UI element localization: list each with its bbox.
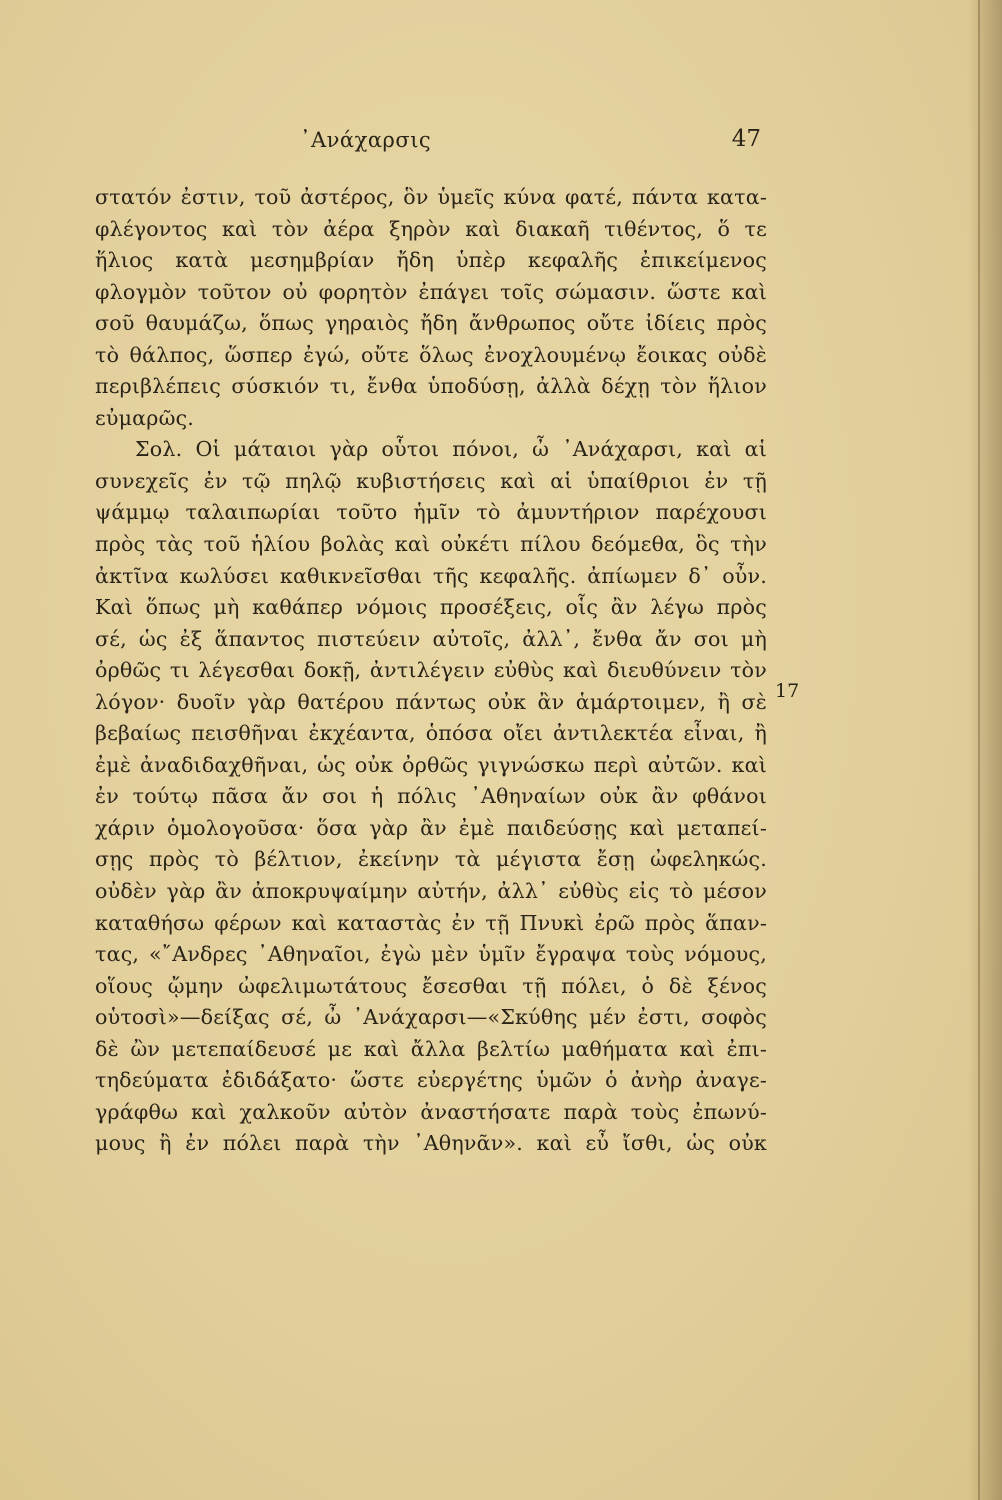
text-line: εὐμαρῶς. bbox=[95, 405, 195, 430]
text-line: σέ, ὡς ἐξ ἅπαντος πιστεύειν αὐτοῖς, ἀλλ᾿, ἔνθα ἄν σοι μὴ bbox=[95, 626, 767, 651]
text-line: τηδεύματα ἐδιδάξατο· ὥστε εὐεργέτης ὑμῶν ὁ ἀνὴρ ἀναγε- bbox=[95, 1068, 767, 1093]
page-header bbox=[95, 124, 765, 164]
margin-line-number: 17 bbox=[775, 680, 800, 702]
text-line: οὑτοσὶ»—δείξας σέ, ὦ ᾿Ανάχαρσι—«Σκύθης μέν ἐστι, σοφὸς bbox=[95, 1005, 767, 1030]
text-line: τὸ θάλπος, ὥσπερ ἐγώ, οὔτε ὅλως ἐνοχλουμένῳ ἔοικας οὐδὲ bbox=[95, 342, 767, 367]
text-line: ἀκτῖνα κωλύσει καθικνεῖσθαι τῆς κεφαλῆς. ἀπίωμεν δ᾿ οὖν. bbox=[95, 563, 767, 588]
text-line: καταθήσω φέρων καὶ καταστὰς ἐν τῇ Πνυκὶ ἐρῶ πρὸς ἅπαν- bbox=[95, 910, 767, 935]
text-line: δὲ ὢν μετεπαίδευσέ με καὶ ἄλλα βελτίω μαθήματα καὶ ἐπι- bbox=[95, 1036, 767, 1061]
body-text bbox=[95, 182, 767, 1160]
text-line: οἵους ᾤμην ὠφελιμωτάτους ἔσεσθαι τῇ πόλει, ὁ δὲ ξένος bbox=[95, 973, 767, 998]
text-line: ἐμὲ ἀναδιδαχθῆναι, ὡς οὐκ ὀρθῶς γιγνώσκω περὶ αὐτῶν. καὶ bbox=[95, 752, 767, 777]
text-line: τας, «῎Ανδρες ᾿Αθηναῖοι, ἐγὼ μὲν ὑμῖν ἔγραψα τοὺς νόμους, bbox=[95, 942, 767, 967]
running-title: ᾿Ανάχαρσις bbox=[300, 128, 432, 152]
text-line: σοῦ θαυμάζω, ὅπως γηραιὸς ἤδη ἄνθρωπος οὔτε ἰδίεις πρὸς bbox=[95, 311, 767, 336]
text-line: ἐν τούτῳ πᾶσα ἄν σοι ἡ πόλις ᾿Αθηναίων οὐκ ἂν φθάνοι bbox=[95, 784, 767, 809]
page-gutter-shadow bbox=[968, 0, 1002, 1500]
text-line: ὀρθῶς τι λέγεσθαι δοκῇ, ἀντιλέγειν εὐθὺς καὶ διευθύνειν τὸν bbox=[95, 658, 767, 683]
text-line: περιβλέπεις σύσκιόν τι, ἔνθα ὑποδύσῃ, ἀλλὰ δέχῃ τὸν ἥλιον bbox=[95, 374, 767, 399]
text-line: μους ἢ ἐν πόλει παρὰ τὴν ᾿Αθηνᾶν». καὶ εὖ ἴσθι, ὡς οὐκ bbox=[95, 1131, 767, 1156]
text-line: ψάμμῳ ταλαιπωρίαι τοῦτο ἡμῖν τὸ ἀμυντήριον παρέχουσι bbox=[95, 500, 767, 525]
page-number: 47 bbox=[731, 126, 761, 152]
text-line: πρὸς τὰς τοῦ ἡλίου βολὰς καὶ οὐκέτι πίλου δεόμεθα, ὃς τὴν bbox=[95, 532, 767, 557]
text-line: Σολ. Οἱ μάταιοι γὰρ οὗτοι πόνοι, ὦ ᾿Ανάχαρσι, καὶ αἱ bbox=[135, 437, 767, 462]
text-line: ἥλιος κατὰ μεσημβρίαν ἤδη ὑπὲρ κεφαλῆς ἐπικείμενος bbox=[95, 248, 767, 273]
text-line: στατόν ἐστιν, τοῦ ἀστέρος, ὃν ὑμεῖς κύνα φατέ, πάντα κατα- bbox=[95, 185, 767, 209]
text-line: γράφθω καὶ χαλκοῦν αὐτὸν ἀναστήσατε παρὰ τοὺς ἐπωνύ- bbox=[95, 1099, 767, 1124]
text-line: σῃς πρὸς τὸ βέλτιον, ἐκείνην τὰ μέγιστα ἔσῃ ὠφεληκώς. bbox=[95, 847, 767, 872]
text-line: χάριν ὁμολογοῦσα· ὅσα γὰρ ἂν ἐμὲ παιδεύσῃς καὶ μεταπεί- bbox=[95, 815, 767, 840]
text-line: βεβαίως πεισθῆναι ἐκχέαντα, ὁπόσα οἴει ἀντιλεκτέα εἶναι, ἢ bbox=[95, 721, 767, 746]
text-line: λόγον· δυοῖν γὰρ θατέρου πάντως οὐκ ἂν ἁμάρτοιμεν, ἢ σὲ bbox=[95, 689, 767, 714]
text-line: Καὶ ὅπως μὴ καθάπερ νόμοις προσέξεις, οἷς ἂν λέγω πρὸς bbox=[95, 595, 767, 620]
text-line: φλέγοντος καὶ τὸν ἀέρα ξηρὸν καὶ διακαῆ τιθέντος, ὅ τε bbox=[95, 216, 767, 241]
text-line: συνεχεῖς ἐν τῷ πηλῷ κυβιστήσεις καὶ αἱ ὑπαίθριοι ἐν τῇ bbox=[95, 468, 767, 493]
page-gutter-edge bbox=[978, 0, 980, 1500]
text-line: φλογμὸν τοῦτον οὐ φορητὸν ἐπάγει τοῖς σώμασιν. ὥστε καὶ bbox=[95, 279, 767, 304]
text-line: οὐδὲν γὰρ ἂν ἀποκρυψαίμην αὐτήν, ἀλλ᾿ εὐθὺς εἰς τὸ μέσον bbox=[95, 879, 767, 904]
